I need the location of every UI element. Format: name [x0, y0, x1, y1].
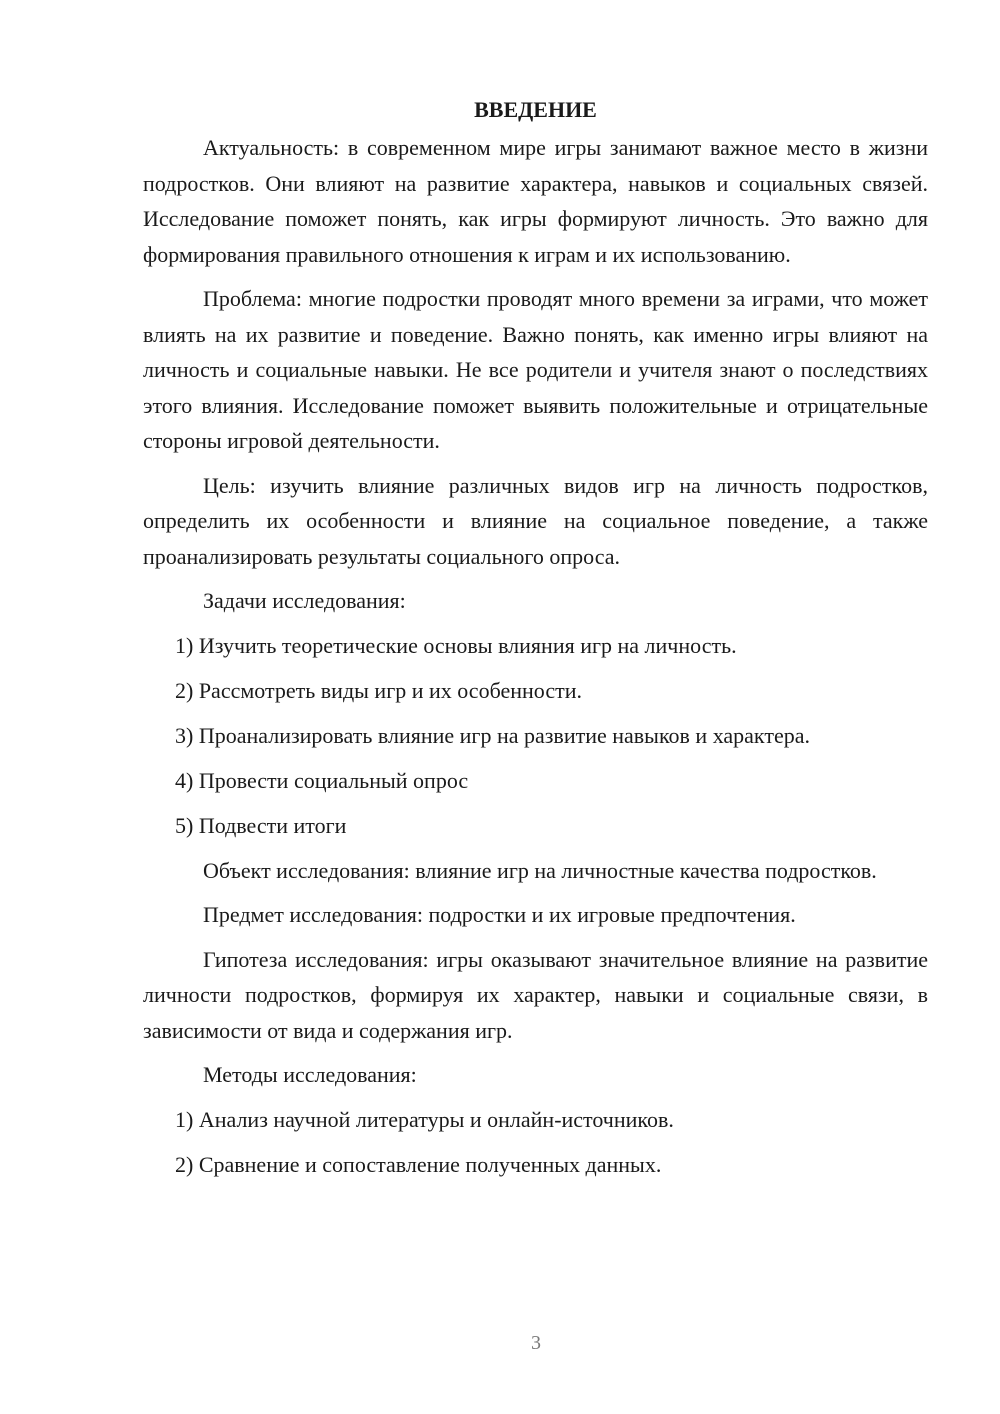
method-item: 2) Сравнение и сопоставление полученных данных.: [175, 1151, 662, 1177]
goal-paragraph: Цель: изучить влияние различных видов игр на личность подростков, определить их особенности и влияние на социальное поведение, а также проанализировать результаты социального опроса.: [143, 472, 928, 569]
task-item: 1) Изучить теоретические основы влияния игр на личность.: [175, 632, 737, 658]
task-item: 2) Рассмотреть виды игр и их особенности.: [175, 677, 582, 703]
task-item: 5) Подвести итоги: [175, 812, 347, 838]
page-content: [143, 92, 928, 1192]
method-item: 1) Анализ научной литературы и онлайн-источников.: [175, 1106, 674, 1132]
subject-paragraph: Предмет исследования: подростки и их игровые предпочтения.: [203, 902, 796, 927]
object-paragraph: Объект исследования: влияние игр на личностные качества подростков.: [203, 857, 877, 883]
methods-title: Методы исследования:: [203, 1062, 417, 1087]
page-number: 3: [531, 1332, 541, 1354]
tasks-title: Задачи исследования:: [203, 588, 406, 613]
task-item: 4) Провести социальный опрос: [175, 767, 469, 793]
relevance-paragraph: Актуальность: в современном мире игры занимают важное место в жизни подростков. Они влияют на развитие характера, навыков и социальных связей. Исследование поможет понять, как игры формируют личность. Это важно для формирования правильного отношения к играм и их использованию.: [143, 135, 928, 267]
section-heading: ВВЕДЕНИЕ: [474, 97, 597, 122]
hypothesis-paragraph: Гипотеза исследования: игры оказывают значительное влияние на развитие личности подростков, формируя их характер, навыки и социальные связи, в зависимости от вида и содержания игр.: [143, 946, 928, 1043]
task-item: 3) Проанализировать влияние игр на развитие навыков и характера.: [175, 722, 810, 748]
problem-paragraph: Проблема: многие подростки проводят много времени за играми, что может влиять на их развитие и поведение. Важно понять, как именно игры влияют на личность и социальные навыки. Не все родители и учителя знают о последствиях этого влияния. Исследование поможет выявить положительные и отрицательные стороны игровой деятельности.: [143, 286, 928, 453]
